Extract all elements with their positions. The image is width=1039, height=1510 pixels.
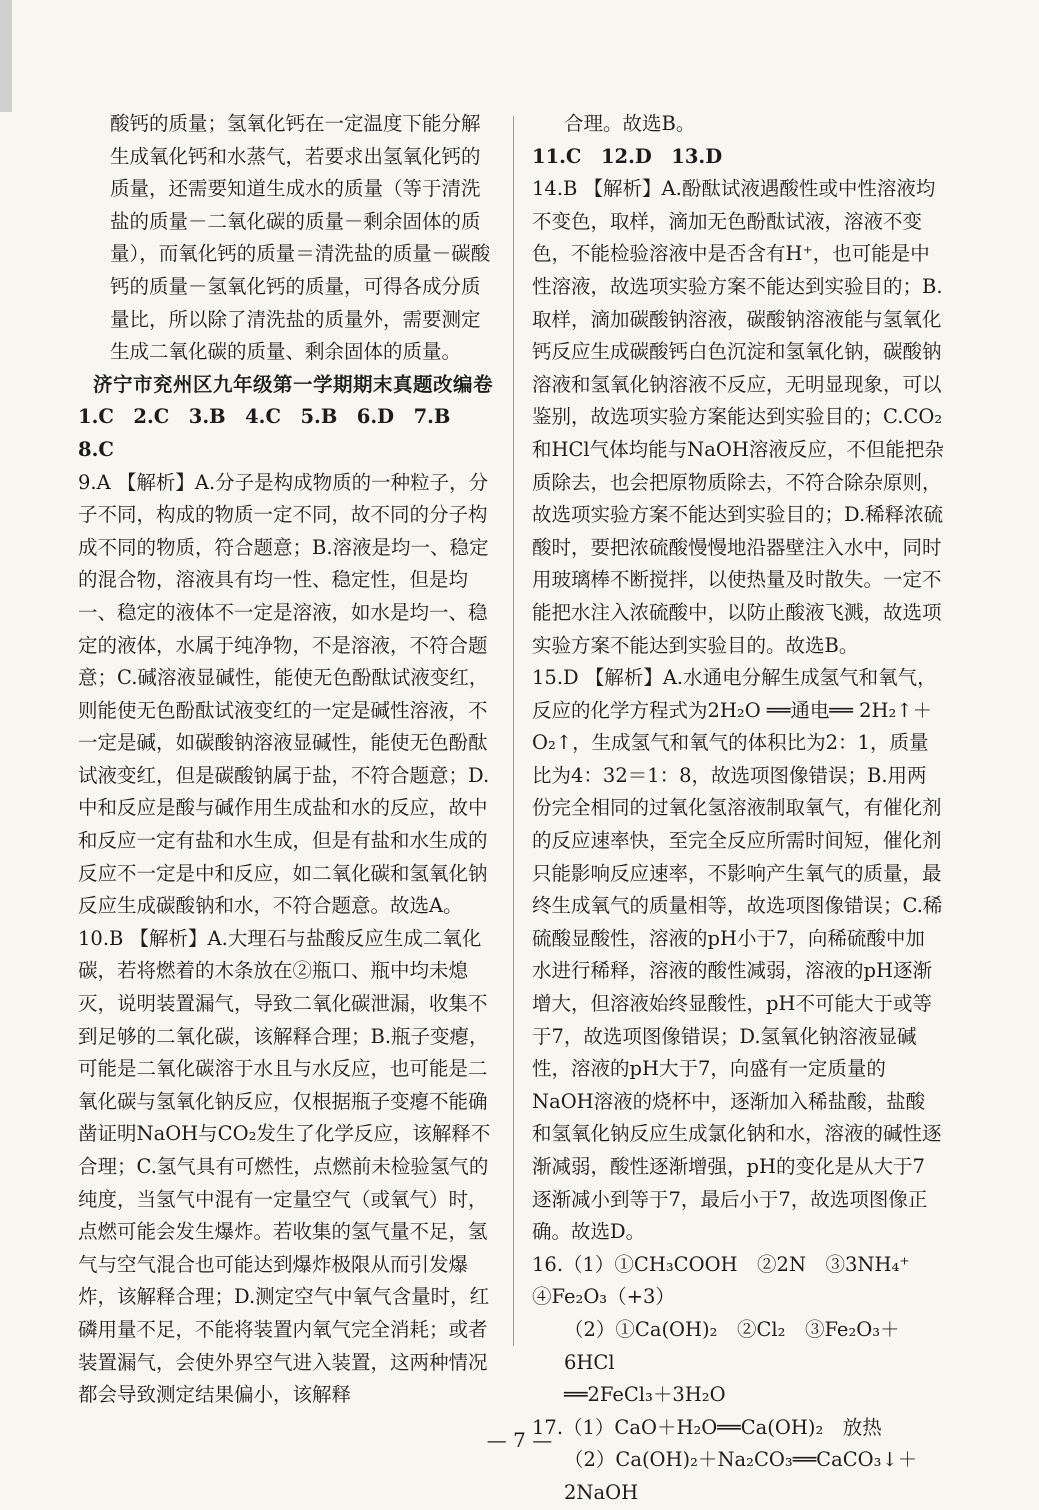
- question-10-explanation: 10.B 【解析】A.大理石与盐酸反应生成二氧化碳，若将燃着的木条放在②瓶口、瓶中均未熄灭，说明装置漏气，导致二氧化碳泄漏，收集不到足够的二氧化碳，该解释合理；B.瓶子变瘪，可能是二氧化碳溶于水且与水反应，也可能是二氧化碳与氢氧化钠反应，仅根据瓶子变瘪不能确凿证明NaOH与CO₂发生了化学反应，该解释不合理；C.氢气具有可燃性，点燃前未检验氢气的纯度，当氢气中混有一定量空气（或氧气）时，点燃可能会发生爆炸。若收集的氢气量不足，氢气与空气混合也可能达到爆炸极限从而引发爆炸，该解释合理；D.测定空气中氧气含量时，红磷用量不足，不能将装置内氧气完全消耗；或者装置漏气，会使外界空气进入装置，这两种情况都会导致测定结果偏小，该解释: [78, 926, 491, 1407]
- question-14-explanation: 14.B 【解析】A.酚酞试液遇酸性或中性溶液均不变色，取样，滴加无色酚酞试液，溶液不变色，不能检验溶液中是否含有H⁺，也可能是中性溶液，故选项实验方案不能达到实验目的；B.取样，滴加碳酸钠溶液，碳酸钠溶液能与氢氧化钙反应生成碳酸钙白色沉淀和氢氧化钠，碳酸钠溶液和氢氧化钠溶液不反应，无明显现象，可以鉴别，故选项实验方案能达到实验目的；C.CO₂和HCl气体均能与NaOH溶液反应，不但能把杂质除去，也会把原物质除去，不符合除杂原则，故选项实验方案不能达到实验目的；D.稀释浓硫酸时，要把浓硫酸慢慢地沿器壁注入水中，同时用玻璃棒不断搅拌，以使热量及时散失。一定不能把水注入浓硫酸中，以防止酸液飞溅，故选项实验方案不能达到实验目的。故选B。: [532, 177, 944, 657]
- question-17-line-1: 17.（1）CaO＋H₂O══Ca(OH)₂ 放热: [532, 1415, 882, 1439]
- page-number: — 7 —: [486, 1428, 553, 1452]
- question-10-end: 合理。故选B。: [564, 112, 696, 135]
- question-17-line-2: （2）Ca(OH)₂＋Na₂CO₃══CaCO₃↓＋2NaOH: [564, 1448, 918, 1504]
- section-heading: 济宁市兖州区九年级第一学期期末真题改编卷: [92, 372, 493, 396]
- question-15-explanation: 15.D 【解析】A.水通电分解生成氢气和氧气，反应的化学方程式为2H₂O ══通电══ 2H₂↑＋O₂↑，生成氢气和氧气的体积比为2：1，质量比为4：32＝1：8，故选项图像错误；B.用两份完全相同的过氧化氢溶液制取氧气，有催化剂的反应速率快，至完全反应所需时间短，催化剂只能影响反应速率，不影响产生氧气的质量，最终生成氧气的质量相等，故选项图像错误；C.稀硫酸显酸性，溶液的pH小于7，向稀硫酸中加水进行稀释，溶液的酸性减弱，溶液的pH逐渐增大，但溶液始终显酸性，pH不可能大于或等于7，故选项图像错误；D.氢氧化钠溶液显碱性，溶液的pH大于7，向盛有一定质量的NaOH溶液的烧杯中，逐渐加入稀盐酸，盐酸和氢氧化钠反应生成氯化钠和水，溶液的碱性逐渐减弱，酸性逐渐增强，pH的变化是从大于7逐渐减小到等于7，最后小于7，故选项图像正确。故选D。: [532, 666, 943, 1244]
- right-column: [532, 108, 944, 1510]
- question-16-line-3: ══2FeCl₃＋3H₂O: [564, 1383, 726, 1407]
- paragraph-continuation: 酸钙的质量；氢氧化钙在一定温度下能分解生成氧化钙和水蒸气，若要求出氢氧化钙的质量，还需要知道生成水的质量（等于清洗盐的质量－二氧化碳的质量－剩余固体的质量），而氧化钙的质量＝清洗盐的质量－碳酸钙的质量－氢氧化钙的质量，可得各成分质量比，所以除了清洗盐的质量外，需要测定生成二氧化碳的质量、剩余固体的质量。: [110, 112, 491, 364]
- answers-1-8: 1.C 2.C 3.B 4.C 5.B 6.D 7.B 8.C: [78, 405, 470, 461]
- left-column: [78, 108, 498, 1412]
- question-16-line-2: （2）①Ca(OH)₂ ②Cl₂ ③Fe₂O₃＋6HCl: [564, 1317, 900, 1374]
- answers-11-13: 11.C 12.D 13.D: [532, 144, 723, 168]
- question-9-explanation: 9.A 【解析】A.分子是构成物质的一种粒子，分子不同，构成的物质一定不同，故不同的分子构成不同的物质，符合题意；B.溶液是均一、稳定的混合物，溶液具有均一性、稳定性，但是均一、稳定的液体不一定是溶液，如水是均一、稳定的液体，水属于纯净物，不是溶液，不符合题意；C.碱溶液显碱性，能使无色酚酞试液变红，则能使无色酚酞试液变红的一定是碱性溶液，不一定是碱，如碳酸钠溶液显碱性，能使无色酚酞试液变红，但是碳酸钠属于盐，不符合题意；D.中和反应是酸与碱作用生成盐和水的反应，故中和反应一定有盐和水生成，但是有盐和水生成的反应不一定是中和反应，如二氧化碳和氢氧化钠反应生成碳酸钠和水，不符合题意。故选A。: [78, 470, 490, 918]
- scan-edge: [0, 0, 12, 112]
- question-16-line-1: 16.（1）①CH₃COOH ②2N ③3NH₄⁺ ④Fe₂O₃（+3）: [532, 1252, 930, 1309]
- column-divider: [513, 116, 514, 1346]
